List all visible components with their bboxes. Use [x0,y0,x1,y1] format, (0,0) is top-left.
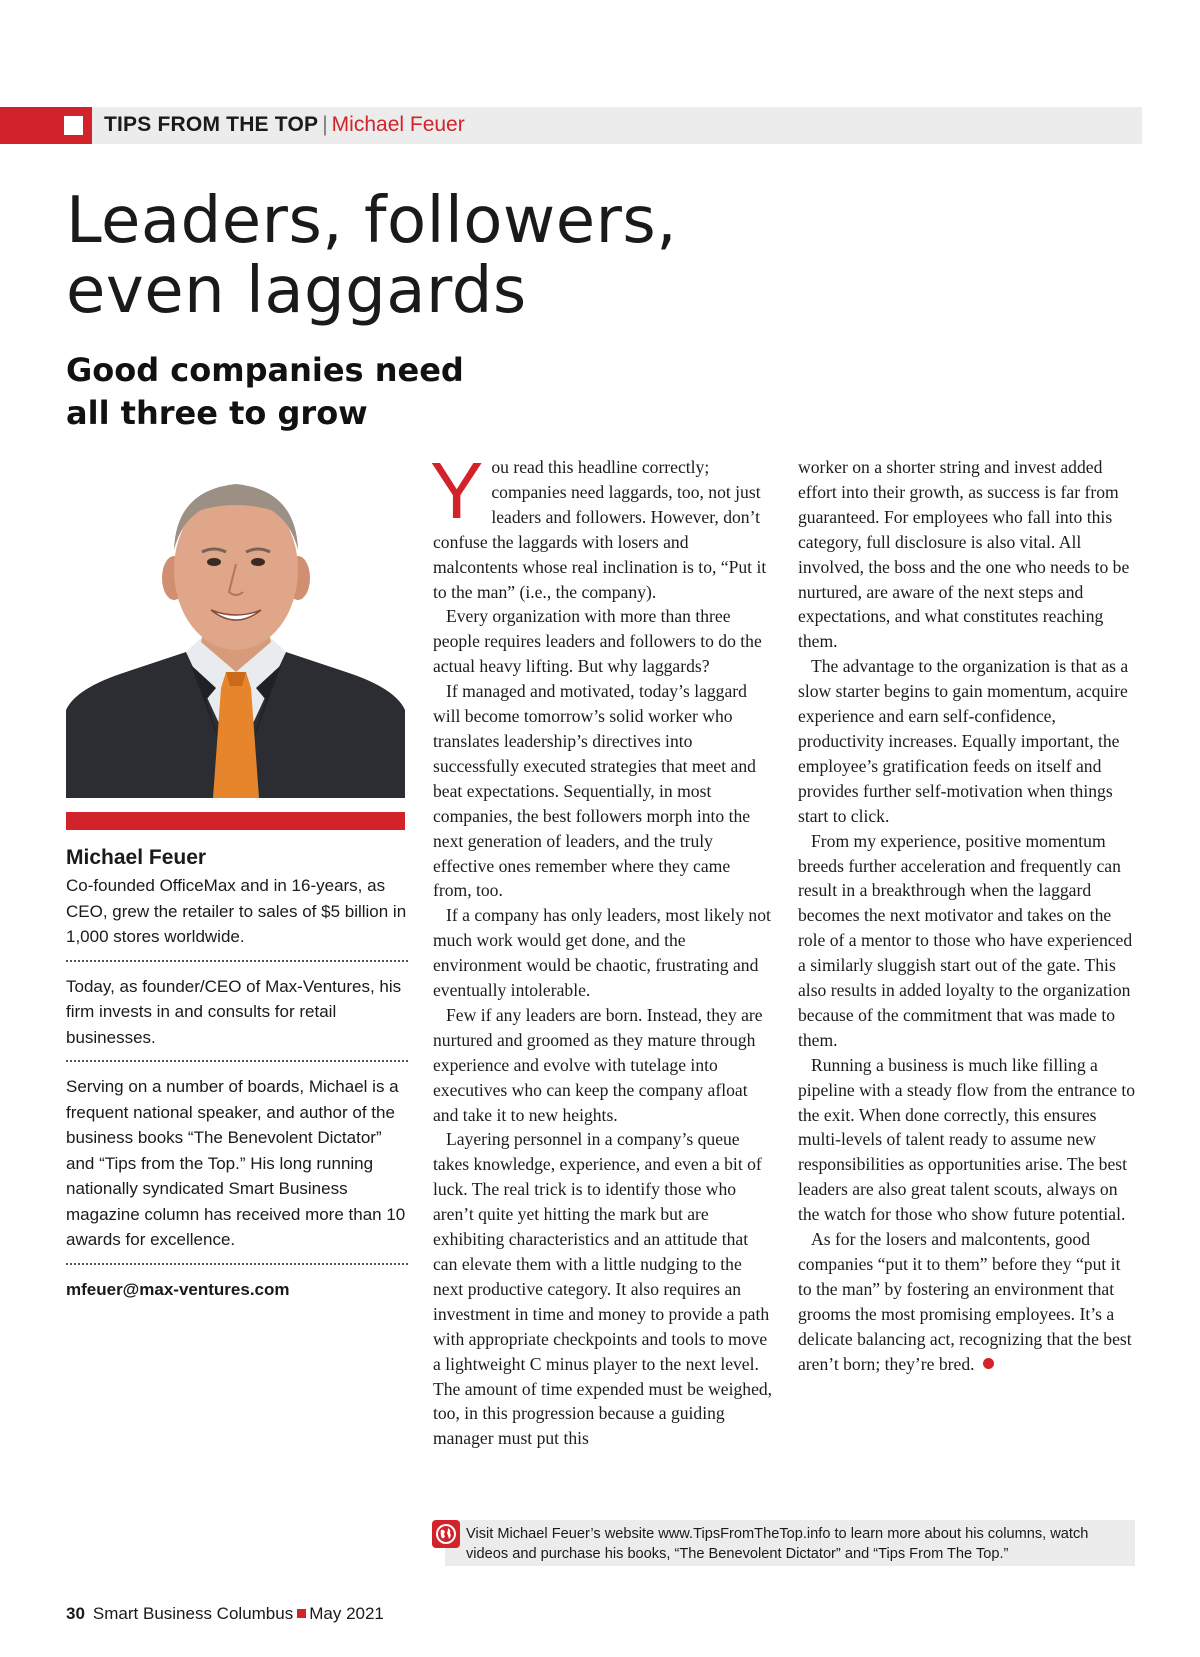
author-bio [66,843,408,1302]
headline-line-2: even laggards [66,254,527,328]
dotted-divider [66,1060,408,1062]
article-paragraph: The advantage to the organization is that as a slow starter begins to gain momentum, acquire experience and earn self-confidence, productivity increases. Equally important, the employee’s gratification feeds on itself and provides further self-motivation when things start to click. [798,656,1129,826]
article-paragraph [798,1227,1138,1376]
section-label [104,111,465,139]
article-column-2 [798,455,1138,1377]
article-paragraph: Running a business is much like filling a pipeline with a steady flow from the entrance to the exit. When done correctly, this ensures multi-levels of talent ready to assume new responsibilities as opportunities arise. The best leaders are also great talent scouts, always on the watch for those who show future potential. [798,1054,1136,1225]
section-separator: | [322,113,328,136]
folio-square-icon [297,1609,306,1618]
author-portrait [66,460,405,798]
closing-text: As for the losers and malcontents, good companies “put it to them” before they “put it to the man” by fostering an environment that grooms the most promising employees. It’s a delicate balancing act, recognizing that the best aren’t born; they’re bred. [798,1229,1132,1374]
dotted-divider [66,1263,408,1265]
article-paragraph: Few if any leaders are born. Instead, they are nurtured and groomed as they mature through experience and evolve with tutelage into executives who can keep the company afloat and take it to new heights. [433,1004,763,1125]
lead-text: ou read this headline correctly; companies need laggards, too, not just leaders and followers. However, don’t confuse the laggards with losers and malcontents whose real inclination is to, “Put it to the man” (i.e., the company). [433,457,767,602]
headline [66,186,677,326]
article-paragraph: Layering personnel in a company’s queue takes knowledge, experience, and even a bit of luck. The real trick is to identify those who aren’t quite yet hitting the mark but are exhibiting characteristics and an attitude that can elevate them with a little nudging to the next productive category. It also requires an investment in time and money to provide a path with appropriate checkpoints and tools to move a lightweight C minus player to the next level. The amount of time expended must be weighed, too, in this progression because a guiding manager must put this [433,1129,773,1449]
article-paragraph: If a company has only leaders, most likely not much work would get done, and the environment would be chaotic, frustrating and eventually intolerable. [433,905,771,1001]
publication-name: Smart Business Columbus [92,1604,294,1623]
banner-square-icon [64,116,83,135]
subhead-line-2: all three to grow [66,394,368,432]
article-paragraph: Every organization with more than three people requires leaders and followers to do the actual heavy lifting. But why laggards? [433,606,762,677]
section-name: TIPS FROM THE TOP [104,113,319,136]
subheadline [66,349,464,435]
author-email-link[interactable]: mfeuer@max-ventures.com [66,1279,290,1299]
dotted-divider [66,960,408,962]
article-paragraph: worker on a shorter string and invest added effort into their growth, as success is far from guaranteed. For employees who fall into this category, full disclosure is also vital. All involved, the boss and the one who needs to be nurtured, are aware of the next steps and expectations, and what constitutes reaching them. [798,457,1130,652]
portrait-illustration [66,460,405,798]
footnote-text: Visit Michael Feuer’s website www.TipsFromTheTop.info to learn more about his columns, watch videos and purchase his books, “The Benevolent Dictator” and “Tips From The Top.” [466,1526,1089,1562]
article-paragraph [430,446,773,604]
page-footer [66,1603,384,1625]
end-mark-icon [983,1358,994,1369]
article-paragraph: If managed and motivated, today’s laggard will become tomorrow’s solid worker who translates leadership’s directives into successfully executed strategies that meet and beat expectations. Sequentially, in most companies, the best followers morph into the next generation of leaders, and the truly effective ones remember where they came from, too. [433,681,756,901]
bio-paragraph: Co-founded OfficeMax and in 16-years, as CEO, grew the retailer to sales of $5 billion in 1,000 stores worldwide. [66,876,407,946]
portrait-red-bar [66,812,405,830]
bio-paragraph: Today, as founder/CEO of Max-Ventures, his firm invests in and consults for retail businesses. [66,976,402,1047]
drop-cap: Y [430,446,484,535]
page-number: 30 [66,1604,85,1623]
article-column-1 [430,446,773,1451]
article-paragraph: From my experience, positive momentum breeds further acceleration and frequently can result in a breakthrough when the laggard becomes the next motivator and takes on the role of a mentor to those who have experienced a similarly sluggish start out of the gate. This also results in added loyalty to the organization because of the commitment that was made to them. [798,830,1133,1050]
headline-line-1: Leaders, followers, [66,184,678,258]
bio-name: Michael Feuer [66,846,207,869]
issue-date: May 2021 [309,1604,384,1623]
bio-paragraph: Serving on a number of boards, Michael is a frequent national speaker, and author of the business books “The Benevolent Dictator” and “Tips from the Top.” His long running nationally syndicated Smart Business magazine column has received more than 10 awards for excellence. [66,1077,406,1249]
globe-icon [432,1520,460,1548]
subhead-line-1: Good companies need [66,351,464,389]
section-author: Michael Feuer [331,113,465,136]
